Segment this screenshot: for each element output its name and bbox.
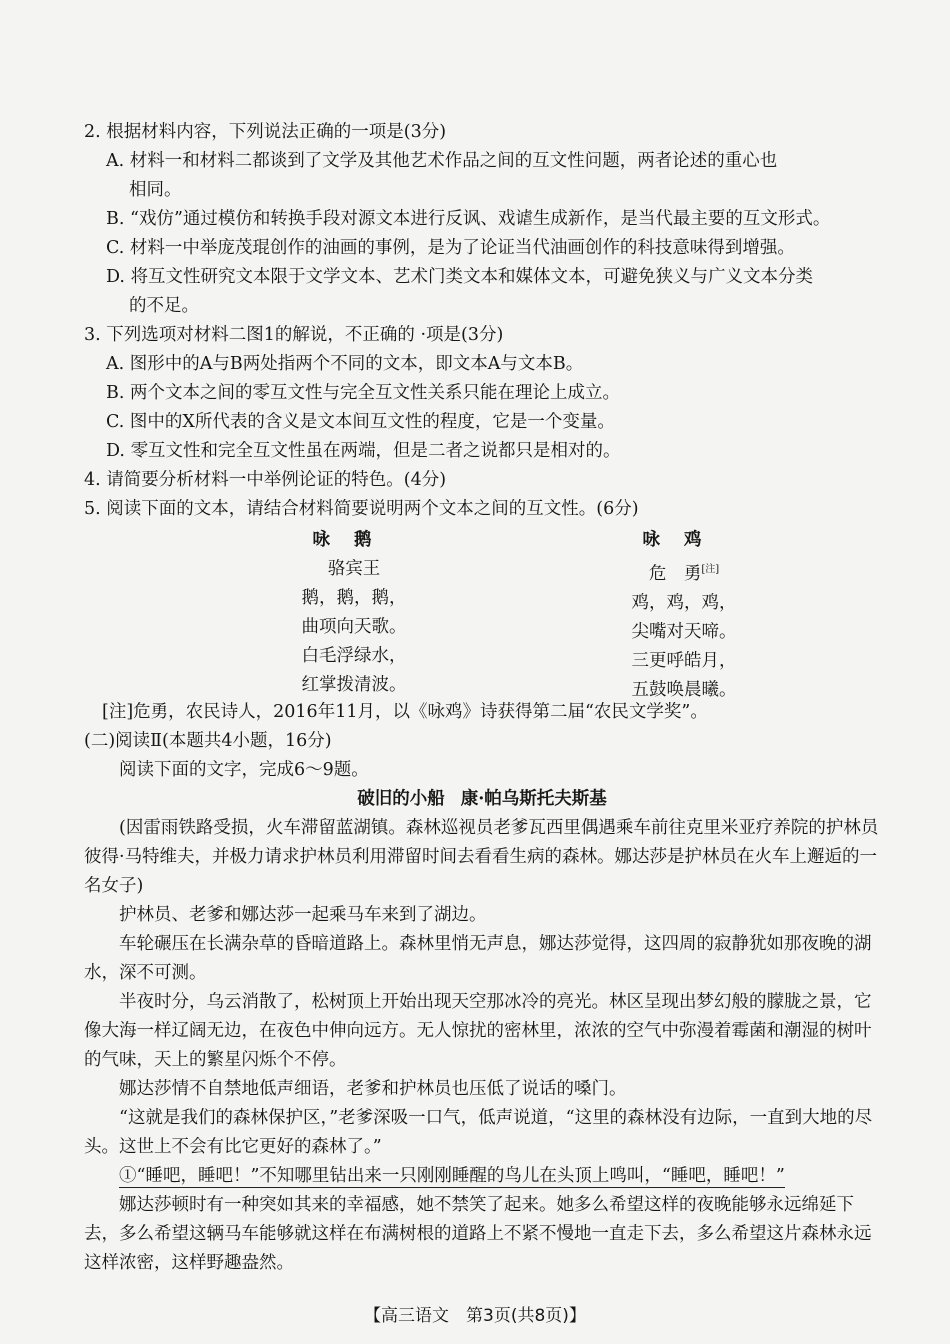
option-text: 图形中的A与B两处指两个不同的文本，即文本A与文本B。 — [129, 354, 584, 374]
section-heading: (二)阅读Ⅱ(本题共4小题，16分) — [84, 731, 332, 751]
poem-line: 鸡，鸡，鸡， — [631, 592, 737, 613]
option-text: 材料一中举庞茂琨创作的油画的事例，是为了论证当代油画创作的科技意味得到增强。 — [129, 238, 795, 258]
option-label: C. — [106, 238, 125, 258]
poem-title: 咏鸡 — [642, 530, 726, 550]
option-text: 将互文性研究文本限于文学文本、艺术门类文本和媒体文本，可避免狭义与广义文本分类 — [130, 267, 814, 287]
poem-note: [注]危勇，农民诗人，2016年11月，以《咏鸡》诗获得第二届“农民文学奖”。 — [102, 702, 708, 722]
option-label: D. — [106, 441, 125, 461]
underlined-sentence — [84, 1162, 880, 1191]
q3-option-c — [84, 408, 880, 437]
poem-title: 咏鹅 — [312, 530, 396, 550]
poem-yong-ji — [564, 526, 804, 705]
poem-author: 骆宾王 — [327, 559, 381, 579]
q3-option-b — [84, 379, 880, 408]
q3-option-a — [84, 350, 880, 379]
poem-line: 五鼓唤晨曦。 — [631, 679, 737, 700]
option-text: “戏仿”通过模仿和转换手段对源文本进行反讽、戏谑生成新作，是当代最主要的互文形式。 — [130, 209, 831, 229]
page-footer: 【高三语文 第3页(共8页)】 — [364, 1306, 586, 1326]
underlined-text: ①“睡吧，睡吧！”不知哪里钻出来一只刚刚睡醒的鸟儿在头顶上鸣叫，“睡吧，睡吧！” — [119, 1166, 785, 1186]
option-label: A. — [106, 151, 125, 171]
poem-yong-e — [234, 526, 474, 700]
reading-instruction: 阅读下面的文字，完成6～9题。 — [119, 760, 369, 780]
poem-author-line — [564, 555, 804, 589]
story-paragraph: 车轮碾压在长满杂草的昏暗道路上。森林里悄无声息，娜达莎觉得，这四周的寂静犹如那夜晚的湖水，深不可测。 — [84, 934, 872, 983]
option-text: 材料一和材料二都谈到了文学及其他艺术作品之间的互文性问题，两者论述的重心也 — [129, 151, 778, 171]
option-text: 零互文性和完全互文性虽在两端，但是二者之说都只是相对的。 — [130, 441, 621, 461]
option-label: C. — [106, 412, 125, 432]
q3-options — [84, 350, 880, 466]
q3-stem: 3. 下列选项对材料二图1的解说，不正确的 ·项是(3分) — [84, 325, 504, 345]
q2-option-c — [84, 234, 880, 263]
q3-option-d — [84, 437, 880, 466]
q5-stem: 5. 阅读下面的文本，请结合材料简要说明两个文本之间的互文性。(6分) — [84, 499, 639, 519]
option-text-cont: 相同。 — [129, 180, 182, 200]
q2-option-d — [84, 263, 880, 321]
note-marker: [注] — [701, 564, 720, 575]
story-paragraph: (因雷雨铁路受损，火车滞留蓝湖镇。森林巡视员老爹瓦西里偶遇乘车前往克里米亚疗养院的护林员彼得·马特维夫，并极力请求护林员利用滞留时间去看看生病的森林。娜达莎是护林员在火车上邂逅的一名女子) — [84, 818, 879, 896]
q2-options — [84, 147, 880, 321]
poem-line: 三更呼皓月， — [631, 650, 737, 671]
q2-stem: 2. 根据材料内容，下列说法正确的一项是(3分) — [84, 122, 447, 142]
poem-line: 白毛浮绿水， — [301, 646, 407, 666]
poem-line: 曲项向天歌。 — [301, 617, 407, 637]
poem-line: 红掌拨清波。 — [301, 675, 407, 695]
option-label: B. — [106, 209, 125, 229]
poem-line: 尖嘴对天啼。 — [631, 621, 737, 642]
q2-option-a — [84, 147, 880, 205]
story-author: 康·帕乌斯托夫斯基 — [460, 789, 607, 809]
poem-author: 危 勇 — [648, 563, 702, 584]
story-paragraph: 护林员、老爹和娜达莎一起乘马车来到了湖边。 — [119, 905, 487, 925]
option-label: B. — [106, 383, 125, 403]
option-text: 两个文本之间的零互文性与完全互文性关系只能在理论上成立。 — [130, 383, 621, 403]
story-title-text: 破旧的小船 — [357, 789, 445, 809]
story-paragraph: 半夜时分，乌云消散了，松树顶上开始出现天空那冰冷的亮光。林区呈现出梦幻般的朦胧之景，它像大海一样辽阔无边，在夜色中伸向远方。无人惊扰的密林里，浓浓的空气中弥漫着霉菌和潮湿的树叶的气味，天上的繁星闪烁个不停。 — [84, 992, 872, 1070]
story-paragraph: “这就是我们的森林保护区，”老爹深吸一口气，低声说道，“这里的森林没有边际，一直到大地的尽头。这世上不会有比它更好的森林了。” — [84, 1108, 873, 1157]
poem-line: 鹅，鹅，鹅， — [301, 588, 407, 608]
poems-block — [84, 526, 880, 698]
story-title — [84, 785, 880, 814]
story-paragraph: 娜达莎情不自禁地低声细语，老爹和护林员也压低了说话的嗓门。 — [119, 1079, 627, 1099]
option-label: A. — [106, 354, 125, 374]
option-text-cont: 的不足。 — [129, 296, 199, 316]
q2-option-b — [84, 205, 880, 234]
q4-stem: 4. 请简要分析材料一中举例论证的特色。(4分) — [84, 470, 447, 490]
option-text: 图中的X所代表的含义是文本间互文性的程度，它是一个变量。 — [129, 412, 615, 432]
story-paragraph: 娜达莎顿时有一种突如其来的幸福感，她不禁笑了起来。她多么希望这样的夜晚能够永远绵延下去，多么希望这辆马车能够就这样在布满树根的道路上不紧不慢地一直走下去，多么希望这片森林永远这样浓密，这样野趣盎然。 — [84, 1195, 872, 1273]
option-label: D. — [106, 267, 125, 287]
